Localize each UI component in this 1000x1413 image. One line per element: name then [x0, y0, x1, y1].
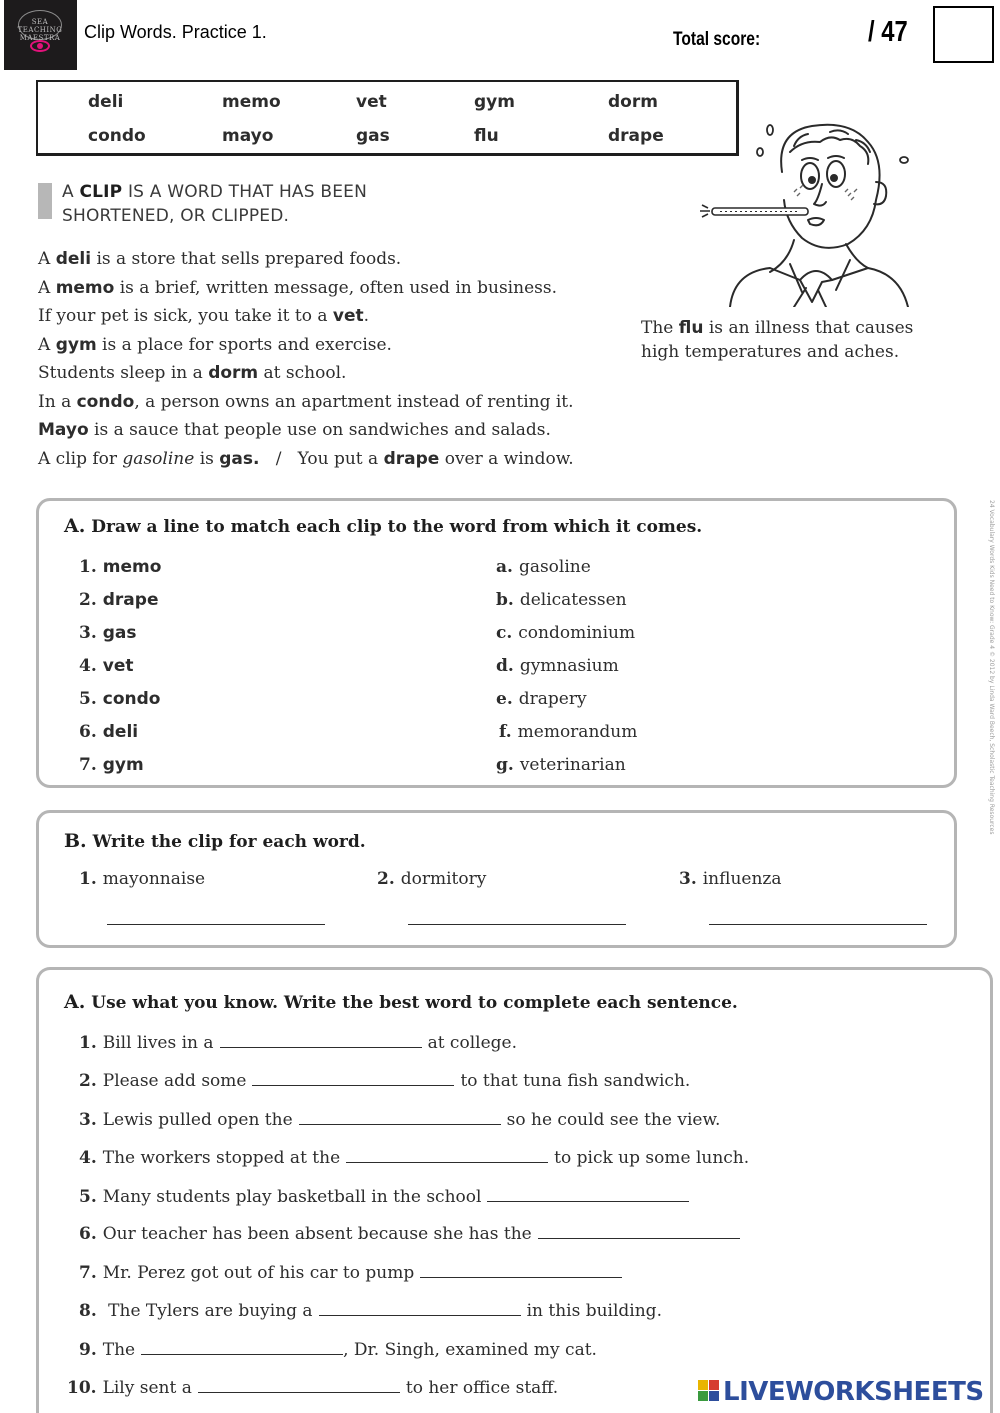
answer-field[interactable] — [220, 1034, 422, 1048]
definition-line: Mayo is a sauce that people use on sandwiches and salads. — [38, 420, 551, 440]
word-bank-item: memo — [222, 92, 281, 112]
answer-field[interactable] — [538, 1225, 740, 1239]
word-bank-item: dorm — [608, 92, 658, 112]
definition-line: A clip for gasoline is gas. / You put a drape over a window. — [38, 449, 574, 469]
answer-field[interactable] — [709, 924, 927, 925]
score-label: Total score: — [673, 29, 761, 50]
answer-field[interactable] — [408, 924, 626, 925]
match-clip-item[interactable]: 7. gym — [79, 755, 144, 775]
matching-exercise-panel — [36, 498, 957, 788]
clip-prompt-word: 2. dormitory — [377, 869, 487, 889]
word-bank-item: flu — [474, 126, 499, 146]
word-bank-item: condo — [88, 126, 146, 146]
match-word-item[interactable]: g. veterinarian — [496, 755, 626, 775]
liveworksheets-brand[interactable]: LIVEWORKSHEETS — [698, 1377, 984, 1407]
section-instruction: A. Draw a line to match each clip to the word from which it comes. — [64, 515, 703, 537]
score-box — [933, 6, 994, 63]
page-title: Clip Words. Practice 1. — [84, 22, 267, 42]
definition-line: A gym is a place for sports and exercise. — [38, 335, 392, 355]
match-word-item[interactable]: d. gymnasium — [496, 656, 619, 676]
sentence-item: 8. The Tylers are buying a in this building. — [79, 1301, 662, 1321]
worksheet-logo — [4, 0, 77, 70]
clip-prompt-word: 3. influenza — [679, 869, 782, 889]
definition-line: If your pet is sick, you take it to a vet. — [38, 306, 370, 326]
match-word-item[interactable]: b. delicatessen — [496, 590, 627, 610]
match-clip-item[interactable]: 1. memo — [79, 557, 162, 577]
answer-field[interactable] — [346, 1149, 548, 1163]
copyright-credit: 24 Vocabulary Words Kids Need to Know: Grade 4 © 2012 by Linda Ward Beech, Scholastic Teaching Resources — [988, 500, 995, 835]
word-bank-item: gas — [356, 126, 390, 146]
sentence-item: 4. The workers stopped at the to pick up some lunch. — [79, 1148, 750, 1168]
match-clip-item[interactable]: 3. gas — [79, 623, 137, 643]
match-clip-item[interactable]: 4. vet — [79, 656, 134, 676]
match-word-item[interactable]: e. drapery — [496, 689, 587, 709]
score-total: / 47 — [868, 16, 908, 48]
liveworksheets-icon — [698, 1380, 720, 1402]
definition-line: In a condo, a person owns an apartment instead of renting it. — [38, 392, 574, 412]
answer-field[interactable] — [299, 1111, 501, 1125]
answer-field[interactable] — [420, 1264, 622, 1278]
word-bank-item: gym — [474, 92, 515, 112]
write-clip-panel — [36, 810, 957, 948]
sentence-item: 2. Please add some to that tuna fish sandwich. — [79, 1071, 691, 1091]
word-bank-item: vet — [356, 92, 387, 112]
eye-icon — [30, 40, 50, 52]
sentence-item: 9. The , Dr. Singh, examined my cat. — [79, 1340, 597, 1360]
logo-text: SEA TEACHING MAESTRA — [17, 18, 63, 42]
sentence-item: 6. Our teacher has been absent because she has the — [79, 1224, 746, 1244]
answer-field[interactable] — [198, 1379, 400, 1393]
sentence-item: 1. Bill lives in a at college. — [79, 1033, 517, 1053]
clip-heading: A CLIP IS A WORD THAT HAS BEEN SHORTENED, OR CLIPPED. — [62, 182, 368, 226]
answer-field[interactable] — [487, 1188, 689, 1202]
match-word-item[interactable]: f. memorandum — [499, 722, 638, 742]
sentence-item: 7. Mr. Perez got out of his car to pump — [79, 1263, 628, 1283]
answer-field[interactable] — [319, 1302, 521, 1316]
word-bank — [36, 80, 739, 156]
match-word-item[interactable]: a. gasoline — [496, 557, 591, 577]
sentence-item: 3. Lewis pulled open the so he could see the view. — [79, 1110, 721, 1130]
sentence-completion-panel — [36, 967, 993, 1413]
sentence-item: 5. Many students play basketball in the school — [79, 1187, 695, 1207]
match-clip-item[interactable]: 6. deli — [79, 722, 139, 742]
clip-prompt-word: 1. mayonnaise — [79, 869, 206, 889]
definition-line: A deli is a store that sells prepared foods. — [38, 249, 402, 269]
answer-field[interactable] — [107, 924, 325, 925]
answer-field[interactable] — [141, 1341, 343, 1355]
answer-field[interactable] — [252, 1072, 454, 1086]
match-clip-item[interactable]: 5. condo — [79, 689, 161, 709]
word-bank-item: mayo — [222, 126, 274, 146]
definition-line: Students sleep in a dorm at school. — [38, 363, 347, 383]
definition-line: A memo is a brief, written message, often used in business. — [38, 278, 557, 298]
sentence-item: 10. Lily sent a to her office staff. — [67, 1378, 559, 1398]
section-instruction: A. Use what you know. Write the best word to complete each sentence. — [64, 991, 738, 1013]
heading-accent-bar — [38, 183, 52, 219]
word-bank-item: drape — [608, 126, 664, 146]
match-word-item[interactable]: c. condominium — [496, 623, 636, 643]
sick-man-illustration — [690, 112, 940, 307]
match-clip-item[interactable]: 2. drape — [79, 590, 159, 610]
word-bank-item: deli — [88, 92, 124, 112]
flu-caption: The flu is an illness that causes high temperatures and aches. — [641, 318, 914, 362]
section-instruction: B. Write the clip for each word. — [64, 830, 366, 852]
